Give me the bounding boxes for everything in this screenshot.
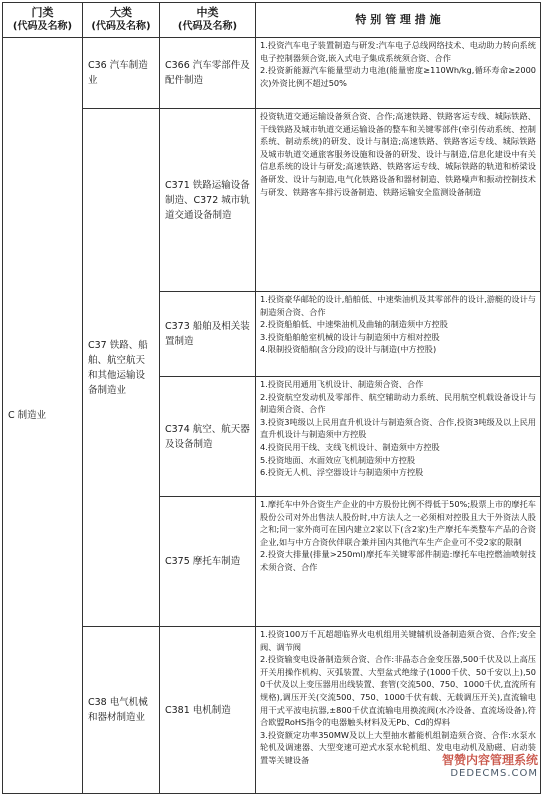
minor-cell: C373 船舶及相关装置制造 [160, 292, 256, 377]
measure-item: 5.投资地面、水面效应飞机制造须中方控股 [260, 454, 416, 465]
measures-cell [256, 377, 541, 497]
measure-item: 3.投资3吨级以上民用直升机设计与制造须合资、合作,投资3吨级及以上民用直升机设计与制造须中方控股 [260, 416, 536, 440]
measure-item: 4.投资民用干线、支线飞机设计、制造须中方控股 [260, 441, 440, 452]
header-row [3, 3, 541, 38]
measure-item: 2.投资大排量(排量>250ml)摩托车关键零部件制造:摩托车电控燃油喷射技术须合资、合作 [260, 549, 536, 572]
measures-cell [256, 292, 541, 377]
minor-cell: C366 汽车零部件及配件制造 [160, 38, 256, 109]
watermark-text: 智赞内容管理系统 [441, 753, 538, 767]
minor-cell: C371 铁路运输设备制造、C372 城市轨道交通设备制造 [160, 109, 256, 292]
table-row [3, 109, 541, 292]
measure-item: 3.投资额定功率350MW及以上大型抽水蓄能机组制造须合资、合作:水泵水轮机及调速器、大型变速可逆式水泵水轮机组、发电电动机及励磁、启动装置等关键设备 [260, 729, 536, 765]
minor-cell: C375 摩托车制造 [160, 497, 256, 627]
major-cell: C36 汽车制造业 [83, 38, 160, 109]
regulation-table [2, 2, 541, 794]
measure-item: 2.投资船舶低、中速柴油机及曲轴的制造须中方控股 [260, 319, 448, 330]
header-measures: 特 别 管 理 措 施 [256, 3, 541, 38]
measure-item: 1.投资100万千瓦超超临界火电机组用关键辅机设备制造须合资、合作;安全阀、调节阀 [260, 629, 536, 652]
measures-cell [256, 38, 541, 109]
measure-item: 6.投资无人机、浮空器设计与制造须中方控股 [260, 467, 424, 478]
category-cell: C 制造业 [3, 38, 83, 794]
measure-item: 2.投资输变电设备制造须合资、合作:非晶态合金变压器,500千伏及以上高压开关用操作机构、灭弧装置、大型盆式绝缘子(1000千伏、50千安以上),500千伏及以上变压器用出线装置、套管(交流500、750、1000千伏,直流所有规格),调压开关(交流500、750、1000千伏有载、无载调压开关),直流输电用干式平波电抗器,±800千伏直流输电用换流阀(水冷设备、直流场设备),符合欧盟RoHS指令的电器触头材料及无Pb、Cd的焊料 [260, 654, 536, 728]
minor-cell: C381 电机制造 [160, 627, 256, 794]
measure-item: 2.投资航空发动机及零部件、航空辅助动力系统、民用航空机载设备设计与制造须合资、合作 [260, 391, 536, 415]
measure-item: 1.投资民用通用飞机设计、制造须合资、合作 [260, 379, 424, 389]
watermark-domain: DEDECMS.COM [450, 768, 538, 779]
major-cell: C37 铁路、船舶、航空航天和其他运输设备制造业 [83, 109, 160, 627]
measures-cell [256, 497, 541, 627]
measure-item: 1.投资汽车电子装置制造与研发:汽车电子总线网络技术、电动助力转向系统电子控制器须合资,嵌入式电子集成系统须合资、合作 [260, 40, 536, 63]
measure-item: 4.限制投资船舶(含分段)的设计与制造(中方控股) [260, 344, 437, 355]
measure-item: 投资轨道交通运输设备须合资、合作;高速铁路、铁路客运专线、城际铁路、干线铁路及城市轨道交通运输设备的整车和关键零部件(牵引传动系统、控制系统、制动系统)的研发、设计与制造;高速铁路、铁路客运专线、城际铁路及城市轨道交通旅客服务设施和设备的研发、设计与制造,信息化建设中有关信息系统的设计与研发;高速铁路、铁路客运专线、城际铁路的轨道和桥梁设备研发、设计与制造,电气化铁路设备和器材制造、铁路噪声和振动控制技术与研发、铁路客车排污设备制造、铁路运输安全监测设备制造 [260, 111, 536, 197]
header-major: 大类 (代码及名称) [83, 3, 160, 38]
measure-item: 3.投资船舶舱室机械的设计与制造须中方相对控股 [260, 331, 440, 342]
table-row [3, 38, 541, 109]
header-minor: 中类 (代码及名称) [160, 3, 256, 38]
measures-cell [256, 109, 541, 292]
measure-item: 2.投资新能源汽车能量型动力电池(能量密度≥110Wh/kg,循环寿命≥2000次)外资比例不超过50% [260, 65, 536, 88]
major-cell: C38 电气机械和器材制造业 [83, 627, 160, 794]
watermark [368, 751, 538, 779]
header-category: 门类 (代码及名称) [3, 3, 83, 38]
measure-item: 1.投资豪华邮轮的设计,船舶低、中速柴油机及其零部件的设计,游艇的设计与制造须合资、合作 [260, 294, 536, 317]
minor-cell: C374 航空、航天器及设备制造 [160, 377, 256, 497]
measure-item: 1.摩托车中外合资生产企业的中方股份比例不得低于50%;股票上市的摩托车股份公司对外出售法人股份时,中方法人之一必须相对控股且大于外资法人股之和;同一家外商可在国内建立2家以下(含2家)生产摩托车类整车产品的合资企业,如与中方合资伙伴联合兼并国内其他汽车生产企业可不受2家的限制 [260, 499, 536, 547]
